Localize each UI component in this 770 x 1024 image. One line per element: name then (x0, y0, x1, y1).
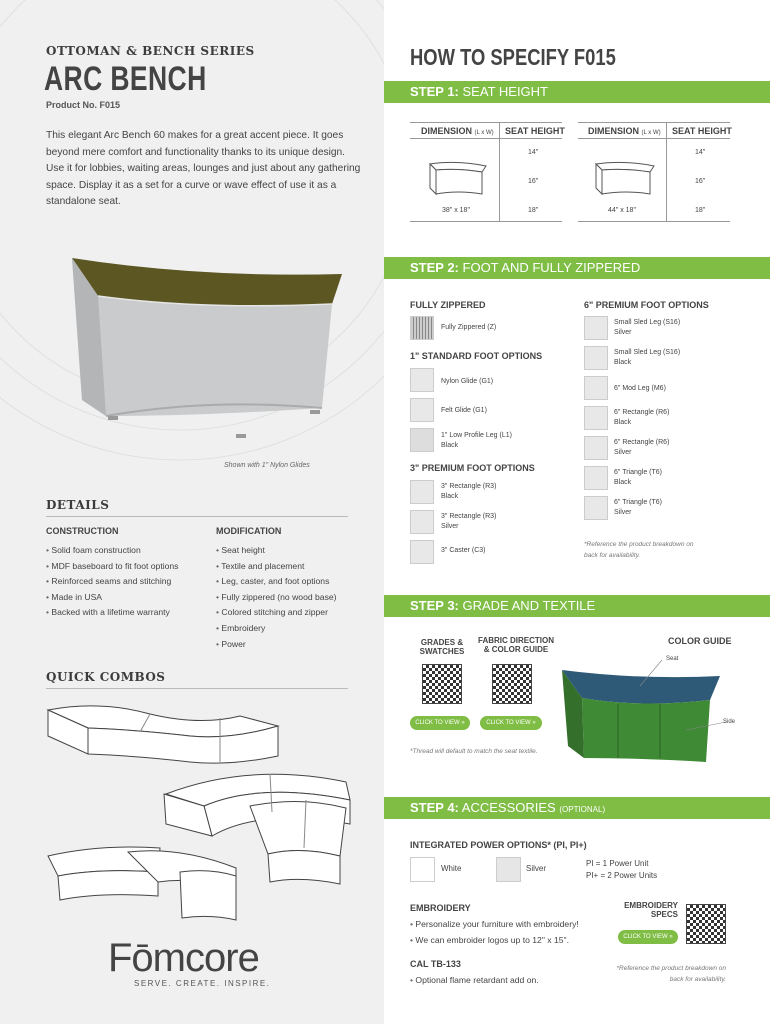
rectangle-black-icon (410, 480, 434, 504)
option-label: Small Sled Leg (S16) Silver (614, 319, 681, 336)
modification-list (216, 543, 337, 652)
caster-icon (410, 540, 434, 564)
step3-banner (384, 595, 770, 617)
option-label: Nylon Glide (G1) (441, 378, 494, 385)
tagline: SERVE. CREATE. INSPIRE. (134, 979, 271, 988)
option-label: 1" Low Profile Leg (L1) Black (441, 432, 512, 449)
list-item: • We can embroider logos up to 12" x 15". (410, 933, 579, 949)
side-label: Side (723, 719, 736, 725)
triangle-black-icon (584, 466, 608, 490)
option-label: 3" Caster (C3) (441, 547, 486, 554)
step-label: STEP 3: (410, 598, 459, 613)
height-value: 16" (695, 178, 706, 185)
list-item: • Personalize your furniture with embroidery! (410, 917, 579, 933)
embroidery-qr-code[interactable] (686, 904, 726, 944)
grades-qr-code[interactable] (422, 664, 462, 704)
left-panel (0, 0, 384, 1024)
premium-6-heading: 6" PREMIUM FOOT OPTIONS (584, 300, 709, 310)
spec-title: HOW TO SPECIFY F015 (410, 44, 616, 70)
option-label: 6" Triangle (T6) Black (614, 469, 663, 486)
list-item: • Power (216, 637, 337, 653)
fully-zippered-heading: FULLY ZIPPERED (410, 300, 486, 310)
product-description: This elegant Arc Bench 60 makes for a great accent piece. It goes beyond mere comfort and functionality thanks to its unique design. Use it for lobbies, waiting areas, lounges and just about any gathering space. Display it as a set for a curve or wave effect of use it as a standalone seat. (46, 130, 361, 207)
construction-heading: CONSTRUCTION (46, 526, 119, 536)
pi-plus-description: PI+ = 2 Power Units (586, 871, 658, 880)
seat-label: Seat (666, 656, 679, 662)
color-guide-heading: COLOR GUIDE (668, 636, 732, 646)
step-text: GRADE AND TEXTILE (462, 598, 596, 613)
white-label: White (441, 864, 462, 873)
list-item: • Leg, caster, and foot options (216, 574, 337, 590)
table-rule (578, 122, 730, 123)
embroidery-view-button[interactable]: CLICK TO VIEW » (618, 930, 678, 944)
details-divider (46, 516, 348, 517)
list-item: • Solid foam construction (46, 543, 178, 559)
power-white-swatch (410, 857, 435, 882)
table-rule (499, 122, 500, 221)
dimension-header: DIMENSION (L x W) (588, 126, 661, 136)
cal-list (410, 973, 539, 989)
table-rule (410, 122, 562, 123)
table-rule (410, 138, 562, 139)
dimension-value: 38" x 18" (442, 207, 470, 214)
option-label: 6" Triangle (T6) Silver (614, 499, 663, 516)
option-label: Fully Zippered (Z) (441, 324, 497, 331)
step-text: SEAT HEIGHT (462, 84, 548, 99)
product-title: ARC BENCH (44, 60, 207, 98)
quick-combos-drawing (40, 696, 360, 928)
sled-leg-black-icon (584, 346, 608, 370)
pi-description: PI = 1 Power Unit (586, 859, 649, 868)
right-panel (384, 0, 770, 1024)
step4-banner (384, 797, 770, 819)
cal-heading: CAL TB-133 (410, 959, 461, 969)
triangle-silver-icon (584, 496, 608, 520)
low-profile-leg-icon (410, 428, 434, 452)
arc-bench-image (60, 238, 350, 458)
list-item: • Colored stitching and zipper (216, 605, 337, 621)
series-label: OTTOMAN & BENCH SERIES (46, 44, 255, 58)
step-label: STEP 1: (410, 84, 459, 99)
availability-note: *Reference the product breakdown on back for availability. (584, 541, 694, 559)
list-item: • Embroidery (216, 621, 337, 637)
seat-height-header: SEAT HEIGHT (672, 126, 732, 136)
height-value: 18" (528, 207, 539, 214)
table-rule (666, 122, 667, 221)
embroidery-list (410, 917, 579, 948)
height-value: 18" (695, 207, 706, 214)
step-text: FOOT AND FULLY ZIPPERED (462, 260, 641, 275)
power-heading: INTEGRATED POWER OPTIONS* (PI, PI+) (410, 840, 587, 850)
list-item: • MDF baseboard to fit foot options (46, 559, 178, 575)
thread-note: *Thread will default to match the seat textile. (410, 748, 538, 755)
height-value: 14" (528, 149, 539, 156)
height-value: 14" (695, 149, 706, 156)
rectangle-6-black-icon (584, 406, 608, 430)
quick-combos-heading: QUICK COMBOS (46, 670, 166, 684)
option-label: 6" Rectangle (R6) Silver (614, 439, 670, 456)
standard-foot-heading: 1" STANDARD FOOT OPTIONS (410, 351, 543, 361)
dimension-value: 44" x 18" (608, 207, 636, 214)
combos-divider (46, 688, 348, 689)
list-item: • Reinforced seams and stitching (46, 574, 178, 590)
list-item: • Fully zippered (no wood base) (216, 590, 337, 606)
sled-leg-silver-icon (584, 316, 608, 340)
nylon-glide-icon (410, 368, 434, 392)
embroidery-specs-heading: EMBROIDERY SPECS (624, 901, 678, 919)
fabric-view-button[interactable]: CLICK TO VIEW » (480, 716, 542, 730)
step1-banner (384, 81, 770, 103)
color-guide-bench (560, 650, 730, 772)
seat-height-header: SEAT HEIGHT (505, 126, 565, 136)
height-value: 16" (528, 178, 539, 185)
optional-label: (OPTIONAL) (559, 805, 606, 814)
list-item: • Textile and placement (216, 559, 337, 575)
silver-label: Silver (526, 864, 547, 873)
step2-banner (384, 257, 770, 279)
felt-glide-icon (410, 398, 434, 422)
table-rule (410, 221, 562, 222)
list-item: • Seat height (216, 543, 337, 559)
fabric-heading: FABRIC DIRECTION & COLOR GUIDE (478, 636, 554, 654)
option-label: 3" Rectangle (R3) Silver (441, 513, 497, 530)
dimension-header: DIMENSION (L x W) (421, 126, 494, 136)
construction-list (46, 543, 178, 621)
mod-leg-icon (584, 376, 608, 400)
accessories-note: *Reference the product breakdown on back for availability. (616, 965, 726, 983)
grades-view-button[interactable]: CLICK TO VIEW » (410, 716, 470, 730)
product-number: Product No. F015 (46, 100, 121, 110)
table-rule (578, 138, 730, 139)
list-item: • Backed with a lifetime warranty (46, 605, 178, 621)
rectangle-6-silver-icon (584, 436, 608, 460)
premium-3-heading: 3" PREMIUM FOOT OPTIONS (410, 463, 535, 473)
modification-heading: MODIFICATION (216, 526, 282, 536)
option-label: 3" Rectangle (R3) Black (441, 483, 497, 500)
list-item: • Made in USA (46, 590, 178, 606)
option-label: Small Sled Leg (S16) Black (614, 349, 681, 366)
embroidery-heading: EMBROIDERY (410, 903, 471, 913)
list-item: • Optional flame retardant add on. (410, 973, 539, 989)
table-rule (578, 221, 730, 222)
fomcore-logo: Fōmcore (108, 936, 259, 980)
bench-44-drawing (592, 158, 658, 198)
grades-heading: GRADES & SWATCHES (419, 638, 465, 656)
option-label: 6" Mod Leg (M6) (614, 385, 666, 392)
bench-38-drawing (426, 158, 490, 198)
image-caption: Shown with 1" Nylon Glides (224, 462, 310, 469)
step-label: STEP 2: (410, 260, 459, 275)
details-heading: DETAILS (46, 498, 110, 512)
zipper-swatch (410, 316, 434, 340)
step-label: STEP 4: (410, 800, 459, 815)
fabric-qr-code[interactable] (492, 664, 532, 704)
step-text: ACCESSORIES (461, 800, 556, 815)
power-silver-swatch (496, 857, 521, 882)
rectangle-silver-icon (410, 510, 434, 534)
option-label: Felt Glide (G1) (441, 407, 487, 414)
option-label: 6" Rectangle (R6) Black (614, 409, 670, 426)
